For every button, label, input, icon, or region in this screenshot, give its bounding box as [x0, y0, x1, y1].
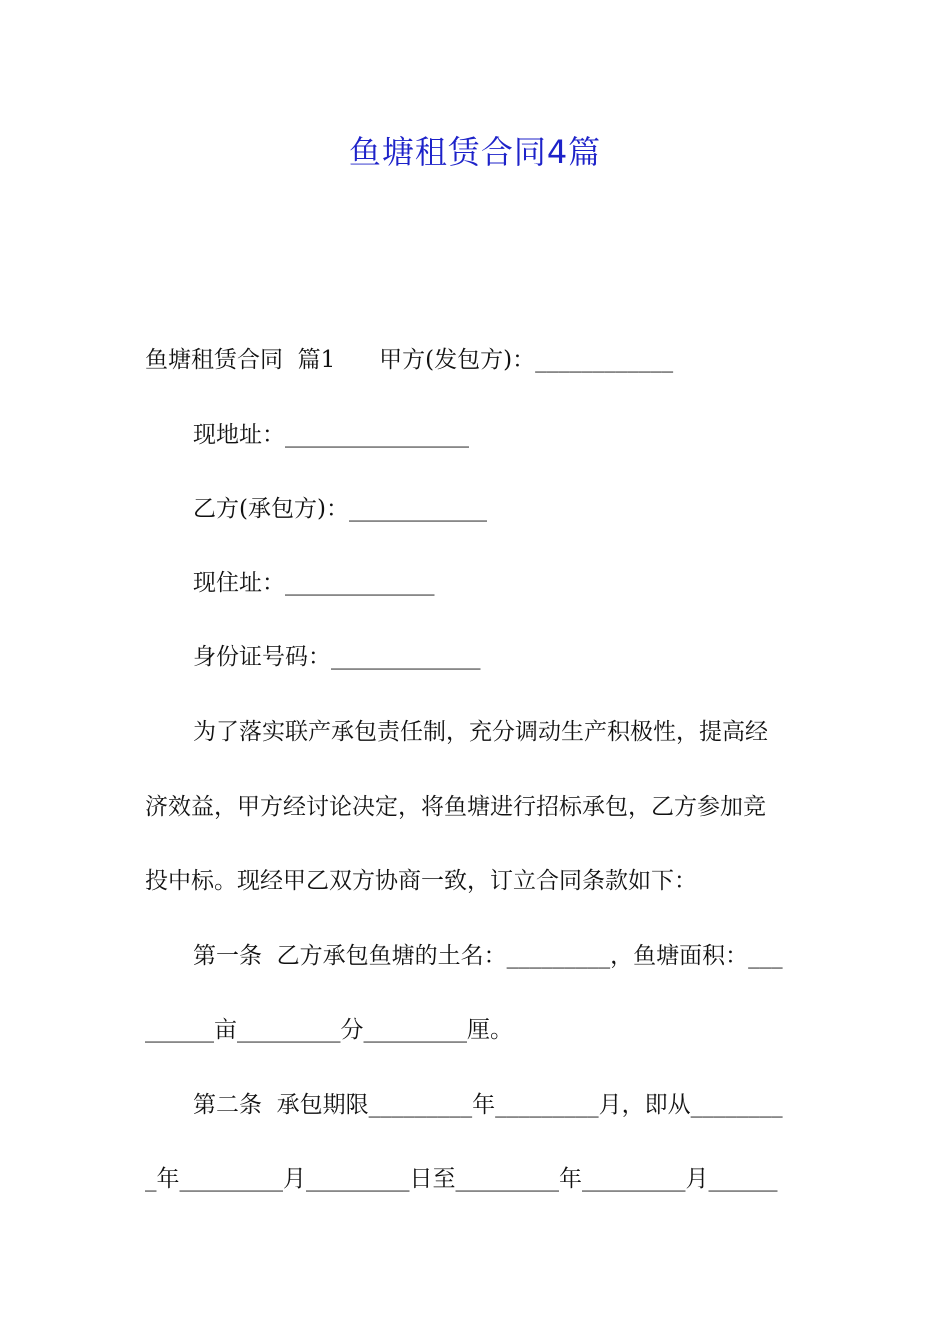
id-number-line: 身份证号码：_____________ [193, 644, 481, 670]
party-b-line: 乙方(承包方)：____________ [193, 496, 487, 522]
article-2-line-2: _年_________月_________日至_________年_________月______ [145, 1166, 778, 1192]
preamble-line-2: 济效益，甲方经讨论决定，将鱼塘进行招标承包，乙方参加竞 [145, 794, 766, 820]
preamble-line-3: 投中标。现经甲乙双方协商一致，订立合同条款如下： [145, 868, 697, 894]
article-1-line-2: ______亩_________分_________厘。 [145, 1017, 513, 1043]
preamble-line-1: 为了落实联产承包责任制，充分调动生产积极性，提高经 [193, 719, 768, 745]
contract-heading-line: 鱼塘租赁合同 篇1 甲方(发包方)：____________ [145, 347, 674, 373]
party-a-address-line: 现地址：________________ [193, 422, 469, 448]
document-title: 鱼塘租赁合同4篇 [348, 133, 602, 171]
article-2-line-1: 第二条 承包期限_________年_________月，即从________ [193, 1092, 783, 1118]
party-b-residence-line: 现住址：_____________ [193, 570, 435, 596]
article-1-line-1: 第一条 乙方承包鱼塘的土名：_________，鱼塘面积：___ [193, 943, 783, 969]
